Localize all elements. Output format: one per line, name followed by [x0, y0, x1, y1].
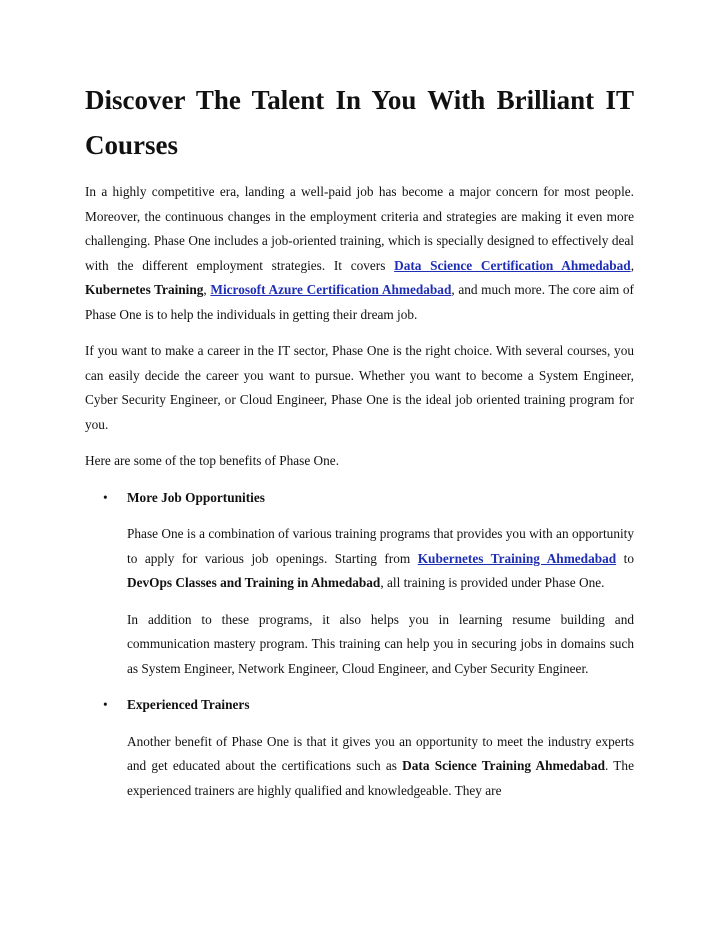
bullet-heading-job-opportunities — [85, 486, 634, 511]
intro-text-3: , — [203, 282, 211, 297]
section2-text-1: Another benefit of Phase One is that it gives you an opportunity to meet the industry experts and get educated about the certifications such as — [127, 733, 634, 773]
intro-text-4: , and much more. The core aim of Phase One is to help the individuals in getting their dream job. — [85, 282, 634, 322]
bullet-heading-experienced-trainers — [85, 693, 634, 718]
experienced-trainers-paragraph-1 — [85, 730, 634, 804]
section1-text-2: to — [616, 550, 634, 566]
bullet-icon: • — [103, 697, 108, 712]
devops-classes-bold: DevOps Classes and Training in Ahmedabad — [127, 575, 381, 590]
kubernetes-training-bold: Kubernetes Training — [85, 282, 204, 297]
job-opportunities-paragraph-1 — [85, 522, 634, 596]
azure-certification-link[interactable]: Microsoft Azure Certification Ahmedabad — [210, 282, 452, 297]
page-title-line2: Courses — [85, 130, 178, 160]
intro-paragraph — [85, 180, 634, 327]
section2-text-2: . The experienced trainers are highly qualified and knowledgeable. They are — [127, 758, 634, 798]
section1-text-3: , all training is provided under Phase One. — [380, 575, 605, 590]
career-paragraph: If you want to make a career in the IT sector, Phase One is the right choice. With several courses, you can easily decide the career you want to pursue. Whether you want to become a System Engineer, Cyber Security Engineer, or Cloud Engineer, Phase One is the ideal job oriented training program for you. — [85, 343, 634, 432]
intro-text-1: In a highly competitive era, landing a well-paid job has become a major concern for most people. Moreover, the continuous changes in the employment criteria and strategies are making it even more challenging. Phase One includes a job-oriented training, which is specially designed to effectively deal with the different employment strategies. It covers — [85, 184, 634, 273]
kubernetes-training-link[interactable]: Kubernetes Training Ahmedabad — [417, 550, 617, 566]
page-title — [85, 0, 634, 168]
bullet-icon: • — [103, 489, 108, 505]
bullet-heading-text: Experienced Trainers — [127, 697, 250, 712]
data-science-certification-link[interactable]: Data Science Certification Ahmedabad — [394, 257, 631, 273]
benefits-intro-paragraph: Here are some of the top benefits of Phase One. — [85, 453, 340, 468]
job-opportunities-paragraph-2: In addition to these programs, it also helps you in learning resume building and communication mastery program. This training can help you in securing jobs in domains such as System Engineer, Network Engineer, Cloud Engineer, and Cyber Security Engineer. — [127, 611, 634, 676]
data-science-training-bold: Data Science Training Ahmedabad — [402, 758, 605, 773]
bullet-heading-text: More Job Opportunities — [127, 489, 265, 505]
page-title-line1: Discover The Talent In You With Brilliant IT — [85, 85, 634, 115]
section1-text-1: Phase One is a combination of various training programs that provides you with an opportunity to apply for various job openings. Starting from — [127, 526, 634, 566]
intro-text-2: , — [630, 257, 635, 273]
